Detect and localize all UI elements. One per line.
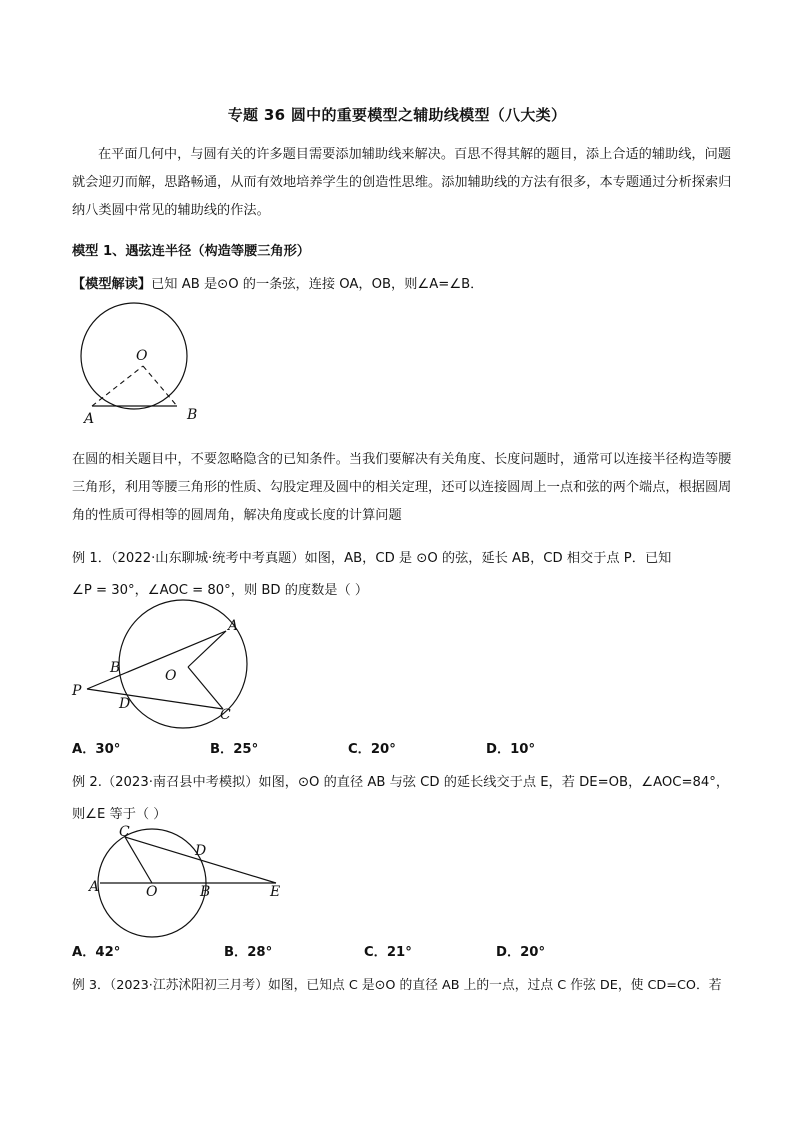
example2-line2: 则∠E 等于（ ）	[72, 807, 167, 822]
intro-paragraph: 在平面几何中，与圆有关的许多题目需要添加辅助线来解决。百思不得其解的题目，添上合适的辅助线，问题就会迎刃而解，思路畅通，从而有效地培养学生的创造性思维。添加辅助线的方法有很多，本专题通过分析探索归纳八类圆中常见的辅助线的作法。	[72, 147, 732, 218]
example1-line2: ∠P = 30°，∠AOC = 80°，则 BD 的度数是（ ）	[72, 583, 369, 598]
label-A: A	[89, 879, 100, 895]
example2-option-d: D．20°	[496, 945, 546, 960]
example1-option-b: B．25°	[210, 742, 259, 757]
label-A: A	[228, 618, 239, 634]
label-E: E	[270, 884, 281, 900]
example1-option-c: C．20°	[348, 742, 396, 757]
label-C: C	[220, 707, 231, 723]
label-B: B	[187, 407, 198, 423]
label-B: B	[200, 884, 211, 900]
label-A: A	[84, 411, 95, 427]
interpret-label: 【模型解读】	[72, 277, 152, 292]
example3-line1: 例 3．（2023·江苏沭阳初三月考）如图，已知点 C 是⊙O 的直径 AB 上的一点，过点 C 作弦 DE，使 CD=CO．若	[72, 978, 722, 993]
example1-figure	[66, 605, 256, 735]
label-C: C	[119, 824, 130, 840]
label-D: D	[119, 696, 131, 712]
label-B: B	[110, 660, 121, 676]
model1-figure	[70, 300, 210, 430]
example2-option-b: B．28°	[224, 945, 273, 960]
example2-line1: 例 2.（2023·南召县中考模拟）如图，⊙O 的直径 AB 与弦 CD 的延长线交于点 E，若 DE=OB，∠AOC=84°，	[72, 775, 730, 790]
example1-line1: 例 1．（2022·山东聊城·统考中考真题）如图，AB，CD 是 ⊙O 的弦，延长 AB，CD 相交于点 P．已知	[72, 551, 672, 566]
example1-option-d: D．10°	[486, 742, 536, 757]
example1-option-a: A．30°	[72, 742, 121, 757]
model1-interpretation	[72, 273, 483, 292]
label-O: O	[146, 884, 158, 900]
interpret-text: 已知 AB 是⊙O 的一条弦，连接 OA，OB，则∠A=∠B．	[151, 277, 484, 292]
model1-explanation: 在圆的相关题目中，不要忽略隐含的已知条件。当我们要解决有关角度、长度问题时，通常可以连接半径构造等腰三角形，利用等腰三角形的性质、勾股定理及圆中的相关定理，还可以连接圆周上一点和弦的两个端点，根据圆周角的性质可得相等的圆周角，解决角度或长度的计算问题	[72, 452, 732, 523]
example2-figure	[86, 820, 296, 940]
label-D: D	[195, 843, 207, 859]
label-O: O	[165, 668, 177, 684]
page-title: 专题 36 圆中的重要模型之辅助线模型（八大类）	[227, 106, 567, 124]
model1-heading: 模型 1、遇弦连半径（构造等腰三角形）	[72, 244, 310, 259]
label-O: O	[136, 348, 148, 364]
example2-option-a: A．42°	[72, 945, 121, 960]
label-P: P	[72, 683, 82, 699]
example2-option-c: C．21°	[364, 945, 412, 960]
